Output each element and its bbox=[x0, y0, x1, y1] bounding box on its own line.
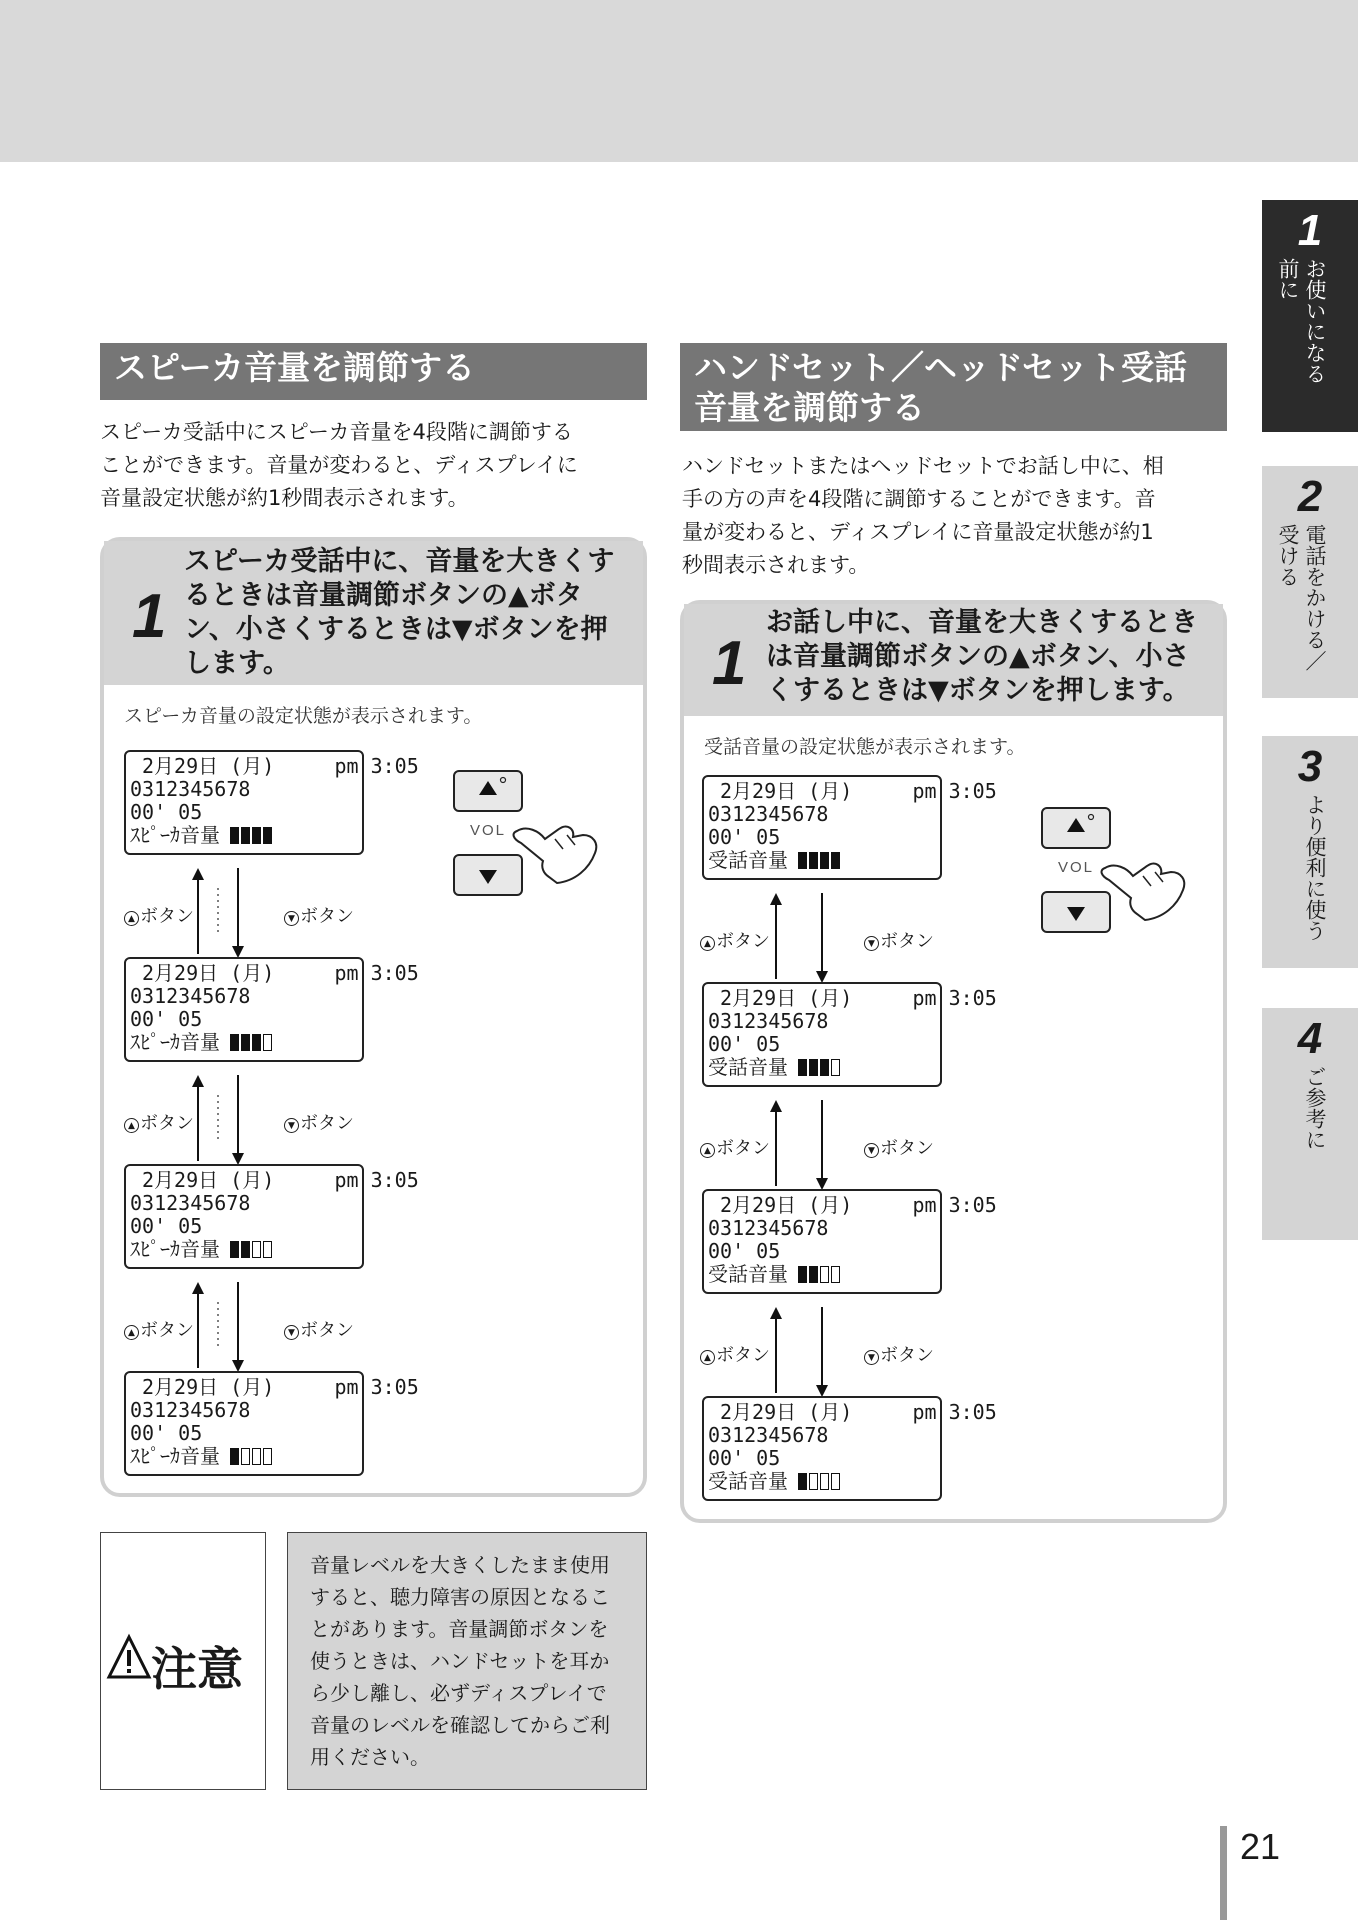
lcd-volume-row bbox=[708, 1470, 936, 1493]
lcd-volume-bars bbox=[230, 827, 272, 844]
lcd-volume-row bbox=[708, 849, 936, 872]
side-tab-4[interactable] bbox=[1262, 1008, 1358, 1240]
volume-bar bbox=[230, 827, 239, 844]
caution-text bbox=[310, 1549, 630, 1773]
down-circle-icon: ▼ bbox=[284, 1118, 299, 1133]
right-intro: ハンドセットまたはヘッドセットでお話し中に、相 手の方の声を4段階に調節することができます。音 量が変わると、ディスプレイに音量設定状態が約1 秒間表示されます。 bbox=[682, 454, 1164, 577]
side-tab-number: 2 bbox=[1297, 472, 1323, 521]
down-circle-icon: ▼ bbox=[864, 936, 879, 951]
volume-bar bbox=[809, 1473, 818, 1490]
volume-bar bbox=[798, 1473, 807, 1490]
side-tab-label: より便利に使う bbox=[1303, 794, 1327, 941]
lcd-volume-label: ｽﾋﾟｰｶ音量 bbox=[130, 1237, 220, 1261]
lcd-volume-bars bbox=[798, 1059, 840, 1076]
left-transition-arrows bbox=[184, 868, 264, 958]
down-button-label: ▼ ボタン bbox=[284, 902, 354, 928]
lcd-volume-label: 受話音量 bbox=[708, 848, 788, 872]
lcd-duration: 00' 05 bbox=[708, 1239, 781, 1263]
volume-bar bbox=[263, 827, 272, 844]
side-tab-label: お使いになる 前に bbox=[1276, 258, 1327, 384]
caution-label-box bbox=[100, 1532, 266, 1790]
caution-line: すると、聴力障害の原因となるこ bbox=[310, 1585, 610, 1609]
left-lcd-display bbox=[124, 957, 419, 1062]
left-section-heading: スピーカ音量を調節する bbox=[100, 343, 647, 400]
lcd-volume-row bbox=[130, 1031, 358, 1054]
volume-bar bbox=[809, 852, 818, 869]
side-tab-2[interactable] bbox=[1262, 466, 1358, 698]
caution-line: 使うときは、ハンドセットを耳か bbox=[310, 1649, 610, 1673]
lcd-duration: 00' 05 bbox=[130, 800, 203, 824]
right-lcd-display bbox=[702, 1396, 997, 1501]
volume-bar bbox=[831, 1266, 840, 1283]
volume-bar bbox=[831, 852, 840, 869]
lcd-number: 0312345678 bbox=[708, 1009, 829, 1033]
lcd-duration: 00' 05 bbox=[130, 1421, 203, 1445]
left-step-number: 1 bbox=[132, 582, 167, 651]
lcd-date-time: 2月29日 (月) pm 3:05 bbox=[720, 1400, 997, 1424]
right-vol-buttons bbox=[1037, 806, 1197, 946]
down-button-label: ▼ ボタン bbox=[864, 1341, 934, 1367]
volume-bar bbox=[241, 1448, 250, 1465]
volume-bar bbox=[798, 1266, 807, 1283]
up-circle-icon: ▲ bbox=[700, 1350, 715, 1365]
right-section-heading: ハンドセット／ヘッドセット受話 音量を調節する bbox=[680, 343, 1227, 431]
lcd-volume-bars bbox=[798, 1473, 840, 1490]
right-step-instruction: お話し中に、音量を大きくするとき は音量調節ボタンの▲ボタン、小さ くするときは▼ボタンを押します。 bbox=[766, 607, 1198, 706]
caution-word: 注意 bbox=[151, 1642, 243, 1696]
side-tab-number: 1 bbox=[1297, 206, 1323, 255]
lcd-volume-row bbox=[130, 1238, 358, 1261]
lcd-number: 0312345678 bbox=[130, 984, 251, 1008]
lcd-duration: 00' 05 bbox=[130, 1007, 203, 1031]
volume-bar bbox=[241, 1241, 250, 1258]
volume-bar bbox=[263, 1034, 272, 1051]
volume-bar bbox=[263, 1241, 272, 1258]
up-circle-icon: ▲ bbox=[124, 1325, 139, 1340]
up-circle-icon: ▲ bbox=[700, 1143, 715, 1158]
left-step-box bbox=[100, 537, 647, 1497]
lcd-number: 0312345678 bbox=[130, 1191, 251, 1215]
lcd-volume-bars bbox=[230, 1241, 272, 1258]
lcd-duration: 00' 05 bbox=[708, 1032, 781, 1056]
side-tab-1[interactable] bbox=[1262, 200, 1358, 432]
volume-bar bbox=[798, 1059, 807, 1076]
lcd-volume-row bbox=[130, 1445, 358, 1468]
lcd-volume-row bbox=[708, 1056, 936, 1079]
up-button-label: ▲ ボタン bbox=[124, 1316, 194, 1342]
up-button-label: ▲ ボタン bbox=[124, 902, 194, 928]
caution-text-box bbox=[287, 1532, 647, 1790]
lcd-date-time: 2月29日 (月) pm 3:05 bbox=[142, 1375, 419, 1399]
volume-bar bbox=[252, 827, 261, 844]
left-transition-arrows bbox=[184, 1282, 264, 1372]
warning-triangle-icon bbox=[107, 1633, 151, 1683]
volume-bar bbox=[820, 852, 829, 869]
up-button-label: ▲ ボタン bbox=[700, 927, 770, 953]
lcd-volume-label: ｽﾋﾟｰｶ音量 bbox=[130, 823, 220, 847]
down-circle-icon: ▼ bbox=[864, 1350, 879, 1365]
left-lcd-display bbox=[124, 750, 419, 855]
lcd-duration: 00' 05 bbox=[708, 1446, 781, 1470]
caution-line: 用ください。 bbox=[310, 1745, 430, 1769]
top-band bbox=[0, 0, 1358, 162]
left-lcd-display bbox=[124, 1371, 419, 1476]
lcd-volume-label: 受話音量 bbox=[708, 1055, 788, 1079]
volume-bar bbox=[252, 1448, 261, 1465]
down-button-label: ▼ ボタン bbox=[284, 1109, 354, 1135]
down-button-label: ▼ ボタン bbox=[864, 927, 934, 953]
lcd-number: 0312345678 bbox=[708, 802, 829, 826]
volume-bar bbox=[809, 1059, 818, 1076]
side-tab-label: ご参考に bbox=[1303, 1066, 1327, 1150]
left-vol-buttons bbox=[449, 769, 609, 909]
lcd-number: 0312345678 bbox=[708, 1423, 829, 1447]
left-step-instruction: スピーカ受話中に、音量を大きくす るときは音量調節ボタンの▲ボタ ン、小さくするときは▼ボタンを押 します。 bbox=[184, 546, 615, 679]
up-circle-icon: ▲ bbox=[124, 1118, 139, 1133]
lcd-number: 0312345678 bbox=[708, 1216, 829, 1240]
down-button-label: ▼ ボタン bbox=[284, 1316, 354, 1342]
volume-bar bbox=[831, 1059, 840, 1076]
side-tab-label: 電話をかける／ 受ける bbox=[1276, 524, 1327, 671]
right-step-box bbox=[680, 600, 1227, 1523]
right-step-number: 1 bbox=[712, 629, 747, 698]
up-button-label: ▲ ボタン bbox=[124, 1109, 194, 1135]
right-lcd-display bbox=[702, 982, 997, 1087]
lcd-date-time: 2月29日 (月) pm 3:05 bbox=[142, 1168, 419, 1192]
right-lcd-display bbox=[702, 1189, 997, 1294]
volume-bar bbox=[230, 1034, 239, 1051]
lcd-volume-row bbox=[708, 1263, 936, 1286]
volume-bar bbox=[831, 1473, 840, 1490]
volume-bar bbox=[820, 1059, 829, 1076]
up-circle-icon: ▲ bbox=[700, 936, 715, 951]
lcd-date-time: 2月29日 (月) pm 3:05 bbox=[142, 754, 419, 778]
volume-bar bbox=[252, 1241, 261, 1258]
volume-bar bbox=[230, 1448, 239, 1465]
volume-bar bbox=[809, 1266, 818, 1283]
side-tab-3[interactable] bbox=[1262, 736, 1358, 968]
volume-bar bbox=[230, 1241, 239, 1258]
right-transition-arrows bbox=[762, 893, 842, 983]
left-lcd-display bbox=[124, 1164, 419, 1269]
lcd-volume-bars bbox=[230, 1034, 272, 1051]
right-transition-arrows bbox=[762, 1307, 842, 1397]
lcd-number: 0312345678 bbox=[130, 777, 251, 801]
right-step-note: 受話音量の設定状態が表示されます。 bbox=[704, 736, 1026, 758]
volume-bar bbox=[252, 1034, 261, 1051]
lcd-duration: 00' 05 bbox=[130, 1214, 203, 1238]
down-circle-icon: ▼ bbox=[864, 1143, 879, 1158]
up-circle-icon: ▲ bbox=[124, 911, 139, 926]
lcd-volume-label: ｽﾋﾟｰｶ音量 bbox=[130, 1444, 220, 1468]
down-circle-icon: ▼ bbox=[284, 1325, 299, 1340]
lcd-duration: 00' 05 bbox=[708, 825, 781, 849]
lcd-date-time: 2月29日 (月) pm 3:05 bbox=[720, 779, 997, 803]
up-button-label: ▲ ボタン bbox=[700, 1134, 770, 1160]
left-vol-label: VOL bbox=[469, 822, 507, 839]
lcd-volume-bars bbox=[230, 1448, 272, 1465]
side-tab-number: 3 bbox=[1297, 742, 1323, 791]
lcd-volume-label: ｽﾋﾟｰｶ音量 bbox=[130, 1030, 220, 1054]
page-number: 21 bbox=[1240, 1826, 1281, 1867]
side-tab-number: 4 bbox=[1297, 1014, 1323, 1063]
down-circle-icon: ▼ bbox=[284, 911, 299, 926]
left-intro: スピーカ受話中にスピーカ音量を4段階に調節する ことができます。音量が変わると、ディスプレイに 音量設定状態が約1秒間表示されます。 bbox=[100, 420, 578, 510]
right-vol-label: VOL bbox=[1057, 859, 1095, 876]
lcd-number: 0312345678 bbox=[130, 1398, 251, 1422]
volume-bar bbox=[263, 1448, 272, 1465]
lcd-volume-bars bbox=[798, 852, 840, 869]
lcd-date-time: 2月29日 (月) pm 3:05 bbox=[720, 986, 997, 1010]
right-transition-arrows bbox=[762, 1100, 842, 1190]
caution-line: とがあります。音量調節ボタンを bbox=[310, 1617, 609, 1641]
volume-bar bbox=[820, 1266, 829, 1283]
lcd-date-time: 2月29日 (月) pm 3:05 bbox=[720, 1193, 997, 1217]
volume-bar bbox=[820, 1473, 829, 1490]
lcd-volume-label: 受話音量 bbox=[708, 1262, 788, 1286]
down-button-label: ▼ ボタン bbox=[864, 1134, 934, 1160]
left-step-note: スピーカ音量の設定状態が表示されます。 bbox=[124, 705, 483, 727]
lcd-volume-row bbox=[130, 824, 358, 847]
volume-bar bbox=[241, 827, 250, 844]
caution-line: 音量のレベルを確認してからご利 bbox=[310, 1713, 610, 1737]
lcd-volume-bars bbox=[798, 1266, 840, 1283]
right-lcd-display bbox=[702, 775, 997, 880]
volume-bar bbox=[241, 1034, 250, 1051]
volume-bar bbox=[798, 852, 807, 869]
lcd-volume-label: 受話音量 bbox=[708, 1469, 788, 1493]
caution-line: ら少し離し、必ずディスプレイで bbox=[310, 1681, 607, 1705]
left-transition-arrows bbox=[184, 1075, 264, 1165]
caution-line: 音量レベルを大きくしたまま使用 bbox=[310, 1553, 610, 1577]
up-button-label: ▲ ボタン bbox=[700, 1341, 770, 1367]
lcd-date-time: 2月29日 (月) pm 3:05 bbox=[142, 961, 419, 985]
page-number-rule bbox=[1220, 1826, 1227, 1920]
